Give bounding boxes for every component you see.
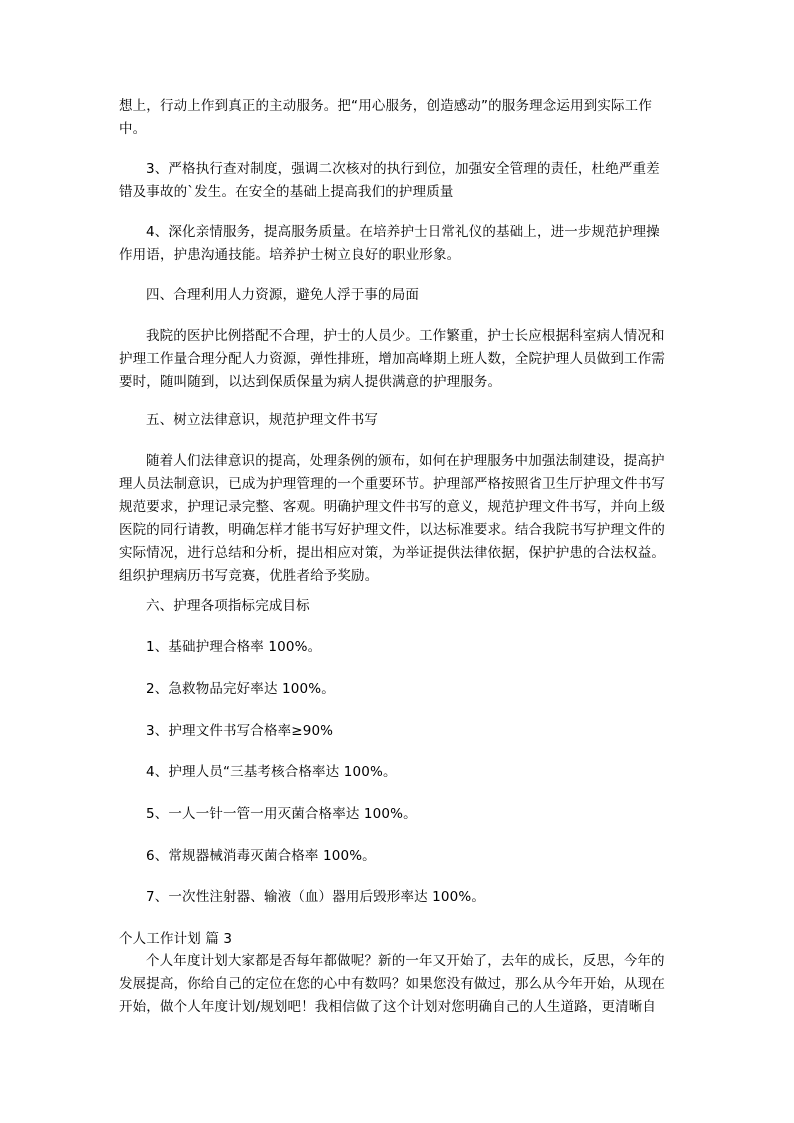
paragraph-line: 中。 bbox=[119, 121, 147, 137]
heading-section-5 bbox=[119, 409, 675, 432]
paragraph-item-3-check-system bbox=[119, 158, 675, 204]
section-title-plan-3 bbox=[119, 928, 675, 951]
target-item-5 bbox=[119, 803, 675, 826]
paragraph-service-continuation bbox=[119, 95, 675, 141]
paragraph-line: 组织护理病历书写竞赛，优胜者给予奖励。 bbox=[119, 568, 379, 584]
paragraph-line: 理人员法制意识，已成为护理管理的一个重要环节。护理部严格按照省卫生厅护理文件书写 bbox=[119, 476, 665, 492]
target-item-4 bbox=[119, 761, 675, 784]
target-item-text: 4、护理人员“三基考核合格率达 100%。 bbox=[146, 764, 397, 780]
heading-text: 四、合理利用人力资源，避免人浮于事的局面 bbox=[146, 287, 419, 303]
paragraph-annual-plan bbox=[119, 950, 675, 1019]
paragraph-line: 3、严格执行查对制度，强调二次核对的执行到位，加强安全管理的责任，杜绝严重差 bbox=[146, 161, 660, 177]
target-item-text: 1、基础护理合格率 100%。 bbox=[146, 639, 322, 655]
paragraph-line: 4、深化亲情服务，提高服务质量。在培养护士日常礼仪的基础上，进一步规范护理操 bbox=[146, 224, 660, 240]
paragraph-line: 作用语，护患沟通技能。培养护士树立良好的职业形象。 bbox=[119, 247, 461, 263]
heading-section-6 bbox=[119, 595, 675, 618]
paragraph-line: 开始，做个人年度计划/规划吧！我相信做了这个计划对您明确自己的人生道路，更清晰自 bbox=[119, 999, 657, 1015]
target-item-text: 7、一次性注射器、输液（血）器用后毁形率达 100%。 bbox=[146, 889, 486, 905]
paragraph-line: 实际情况，进行总结和分析，提出相应对策，为举证提供法律依据，保护护患的合法权益。 bbox=[119, 545, 665, 561]
paragraph-legal-awareness bbox=[119, 450, 675, 588]
target-item-3 bbox=[119, 720, 675, 743]
section-title-text: 个人工作计划 篇 3 bbox=[119, 931, 233, 947]
target-item-6 bbox=[119, 845, 675, 868]
heading-section-4 bbox=[119, 284, 675, 307]
paragraph-line: 发展提高，你给自己的定位在您的心中有数吗？如果您没有做过，那么从今年开始，从现在 bbox=[119, 976, 665, 992]
target-item-text: 6、常规器械消毒灭菌合格率 100%。 bbox=[146, 848, 376, 864]
paragraph-line: 随着人们法律意识的提高，处理条例的颁布，如何在护理服务中加强法制建设，提高护 bbox=[146, 453, 665, 469]
target-item-7 bbox=[119, 886, 675, 909]
paragraph-line: 个人年度计划大家都是否每年都做呢？新的一年又开始了，去年的成长，反思，今年的 bbox=[146, 953, 665, 969]
paragraph-line: 规范要求，护理记录完整、客观。明确护理文件书写的意义，规范护理文件书写，并向上级 bbox=[119, 499, 665, 515]
paragraph-line: 护理工作量合理分配人力资源，弹性排班，增加高峰期上班人数，全院护理人员做到工作需 bbox=[119, 351, 665, 367]
target-item-text: 5、一人一针一管一用灭菌合格率达 100%。 bbox=[146, 806, 417, 822]
paragraph-item-4-care-service bbox=[119, 221, 675, 267]
paragraph-line: 我院的医护比例搭配不合理，护士的人员少。工作繁重，护士长应根据科室病人情况和 bbox=[146, 328, 665, 344]
target-item-text: 2、急救物品完好率达 100%。 bbox=[146, 681, 335, 697]
paragraph-line: 错及事故的`发生。在安全的基础上提高我们的护理质量 bbox=[119, 184, 454, 200]
paragraph-line: 要时，随叫随到，以达到保质保量为病人提供满意的护理服务。 bbox=[119, 374, 502, 390]
target-item-2 bbox=[119, 678, 675, 701]
heading-text: 六、护理各项指标完成目标 bbox=[146, 598, 310, 614]
target-item-text: 3、护理文件书写合格率≥90% bbox=[146, 723, 334, 739]
target-item-1 bbox=[119, 636, 675, 659]
paragraph-line: 医院的同行请教，明确怎样才能书写好护理文件，以达标准要求。结合我院书写护理文件的 bbox=[119, 522, 665, 538]
paragraph-human-resources bbox=[119, 325, 675, 394]
heading-text: 五、树立法律意识，规范护理文件书写 bbox=[146, 412, 379, 428]
paragraph-line: 想上，行动上作到真正的主动服务。把“用心服务，创造感动”的服务理念运用到实际工作 bbox=[119, 98, 652, 114]
